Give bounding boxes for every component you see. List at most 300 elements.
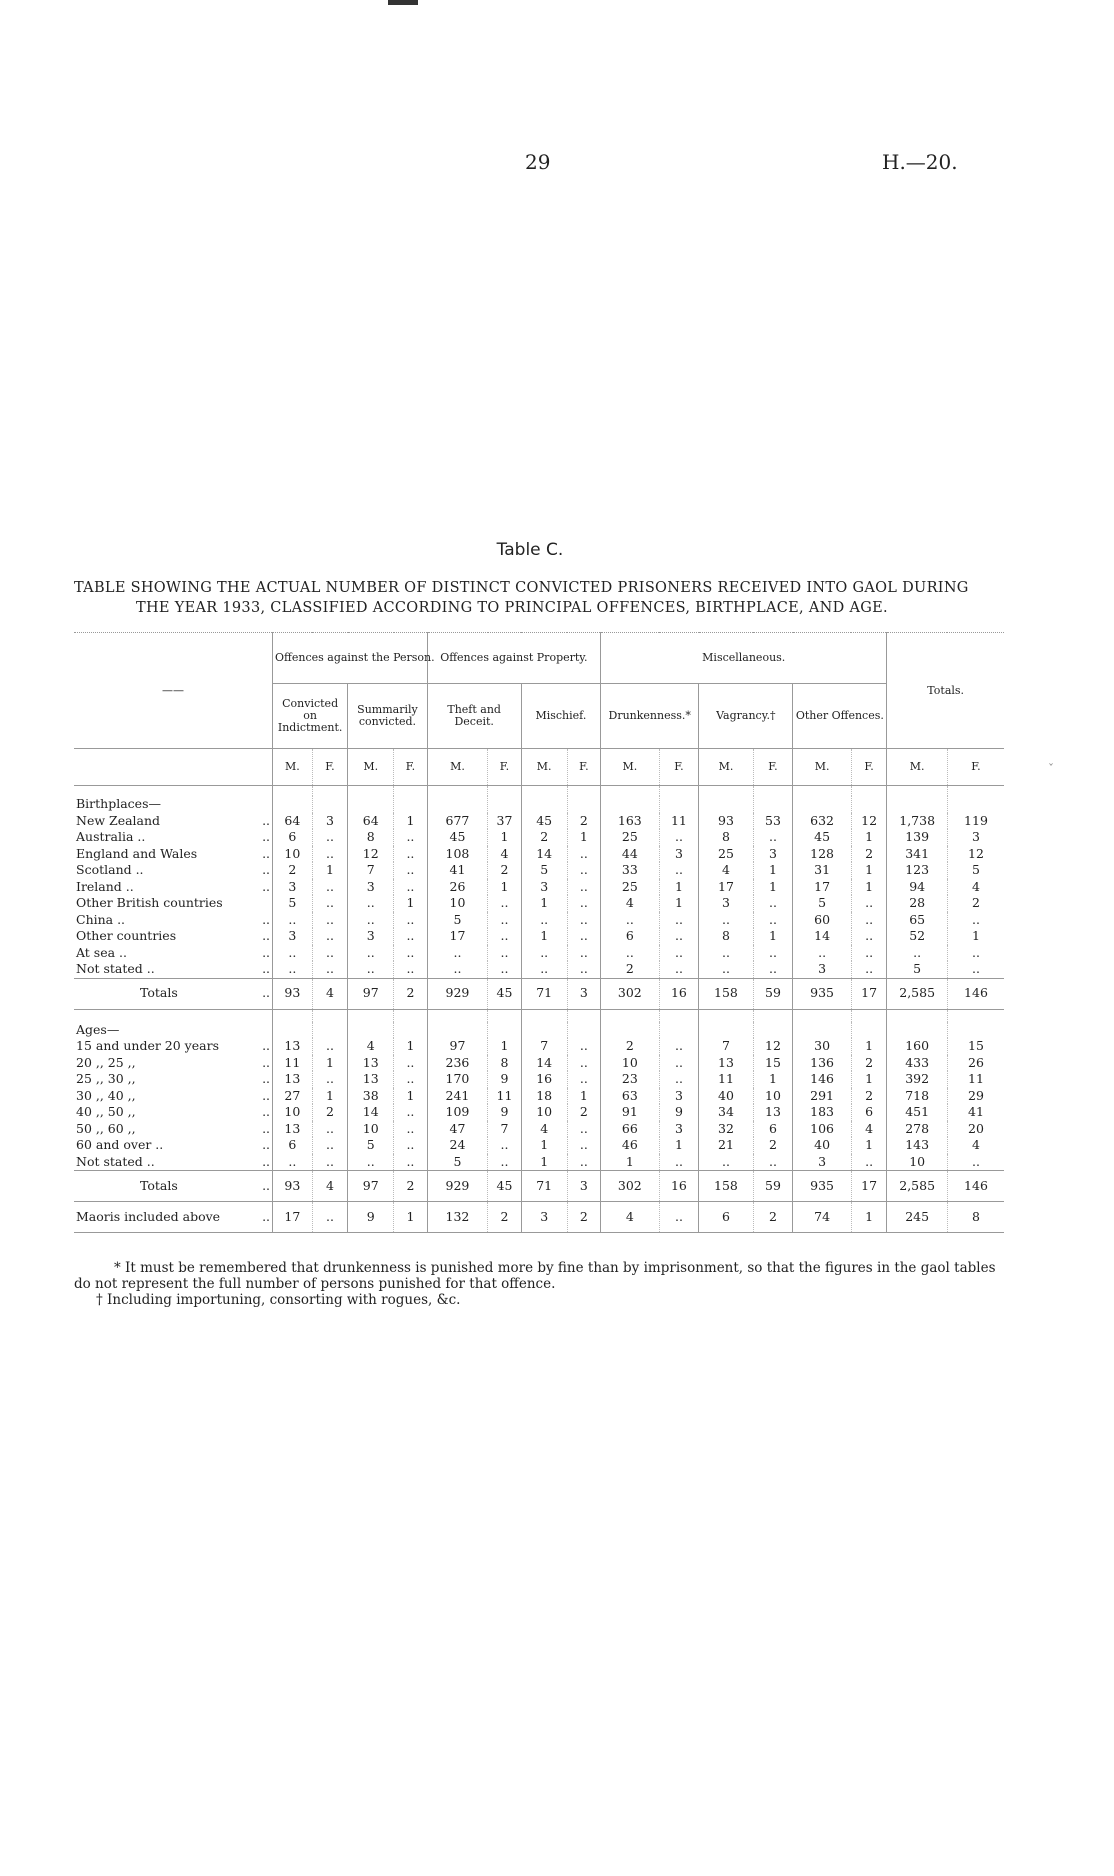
table-cell: 6 bbox=[753, 1121, 793, 1138]
row-label bbox=[74, 1171, 273, 1202]
table-cell: 17 bbox=[851, 978, 887, 1009]
table-row bbox=[74, 1171, 1004, 1202]
section-row bbox=[74, 1022, 1004, 1039]
row-label bbox=[74, 1137, 273, 1154]
table-row bbox=[74, 1121, 1004, 1138]
table-row bbox=[74, 829, 1004, 846]
row-label bbox=[74, 862, 273, 879]
empty-cell bbox=[659, 796, 699, 813]
table-cell: 935 bbox=[793, 978, 852, 1009]
table-cell: 160 bbox=[887, 1038, 948, 1055]
table-cell: 41 bbox=[947, 1104, 1004, 1121]
table-cell: .. bbox=[567, 912, 600, 929]
table-cell: 3 bbox=[273, 928, 313, 945]
table-cell: .. bbox=[312, 1154, 348, 1171]
empty-cell bbox=[887, 796, 948, 813]
table-cell: 1 bbox=[659, 1137, 699, 1154]
spacer-row bbox=[74, 1009, 1004, 1022]
table-cell: .. bbox=[659, 945, 699, 962]
header-f: F. bbox=[659, 749, 699, 786]
empty-cell bbox=[793, 796, 852, 813]
header-f: F. bbox=[488, 749, 521, 786]
table-cell: 26 bbox=[947, 1055, 1004, 1072]
table-cell: 4 bbox=[348, 1038, 394, 1055]
table-cell: 14 bbox=[521, 1055, 567, 1072]
table-cell: .. bbox=[567, 846, 600, 863]
table-cell: 93 bbox=[273, 978, 313, 1009]
header-m: M. bbox=[348, 749, 394, 786]
table-cell: .. bbox=[394, 1055, 427, 1072]
table-cell: .. bbox=[851, 945, 887, 962]
table-cell: .. bbox=[427, 961, 488, 978]
row-label-text: 40 ,, 50 ,, bbox=[76, 1104, 136, 1119]
table-cell: .. bbox=[887, 945, 948, 962]
table-cell: 32 bbox=[699, 1121, 753, 1138]
table-cell: 17 bbox=[273, 1202, 313, 1233]
table-cell: 6 bbox=[851, 1104, 887, 1121]
empty-cell bbox=[394, 1022, 427, 1039]
table-cell: 14 bbox=[521, 846, 567, 863]
table-cell: 9 bbox=[348, 1202, 394, 1233]
section-label: Birthplaces— bbox=[76, 796, 161, 811]
empty-cell bbox=[348, 1009, 394, 1022]
table-cell: .. bbox=[753, 945, 793, 962]
table-cell: .. bbox=[488, 1137, 521, 1154]
table-cell: 3 bbox=[521, 879, 567, 896]
table-cell: 4 bbox=[851, 1121, 887, 1138]
table-cell: .. bbox=[659, 912, 699, 929]
row-label-text: At sea .. bbox=[76, 944, 127, 960]
table-cell: .. bbox=[601, 912, 660, 929]
empty-cell bbox=[348, 1022, 394, 1039]
table-cell: .. bbox=[394, 879, 427, 896]
header-m: M. bbox=[793, 749, 852, 786]
row-label-text: China .. bbox=[76, 911, 126, 927]
row-label-text: Totals bbox=[140, 1177, 178, 1193]
table-cell: 25 bbox=[601, 879, 660, 896]
leader-dots: .. bbox=[262, 985, 271, 1001]
table-row bbox=[74, 879, 1004, 896]
table-cell: 13 bbox=[699, 1055, 753, 1072]
table-cell: 11 bbox=[947, 1071, 1004, 1088]
table-cell: 2,585 bbox=[887, 1171, 948, 1202]
table-cell: 3 bbox=[659, 846, 699, 863]
table-cell: .. bbox=[394, 1071, 427, 1088]
table-cell: 3 bbox=[273, 879, 313, 896]
table-cell: 6 bbox=[699, 1202, 753, 1233]
table-cell: 2 bbox=[601, 961, 660, 978]
empty-cell bbox=[601, 796, 660, 813]
table-cell: 47 bbox=[427, 1121, 488, 1138]
table-cell: 12 bbox=[851, 813, 887, 830]
table-cell: .. bbox=[488, 912, 521, 929]
table-cell: 34 bbox=[699, 1104, 753, 1121]
table-caption bbox=[74, 578, 999, 618]
table-cell: 109 bbox=[427, 1104, 488, 1121]
table-cell: 2 bbox=[488, 862, 521, 879]
row-label bbox=[74, 1154, 273, 1171]
table-cell: 17 bbox=[699, 879, 753, 896]
table-cell: 71 bbox=[521, 1171, 567, 1202]
empty-cell bbox=[394, 786, 427, 797]
row-label-text: 60 and over .. bbox=[76, 1137, 164, 1152]
empty-cell bbox=[851, 1022, 887, 1039]
empty-cell bbox=[851, 1009, 887, 1022]
table-cell: 25 bbox=[601, 829, 660, 846]
table-row bbox=[74, 1088, 1004, 1105]
table-cell: 2 bbox=[947, 895, 1004, 912]
row-label-text: Totals bbox=[140, 985, 178, 1001]
table-cell: 63 bbox=[601, 1088, 660, 1105]
table-cell: 146 bbox=[947, 978, 1004, 1009]
leader-dots: .. bbox=[262, 862, 271, 877]
table-cell: .. bbox=[567, 879, 600, 896]
caption-line-1: TABLE SHOWING THE ACTUAL NUMBER OF DISTINCT CONVICTED PRISONERS RECEIVED INTO GAOL DURING bbox=[74, 580, 969, 596]
table-cell: 23 bbox=[601, 1071, 660, 1088]
table-cell: 2 bbox=[488, 1202, 521, 1233]
leader-dots: .. bbox=[262, 1208, 271, 1224]
table-cell: 94 bbox=[887, 879, 948, 896]
mf-header-row bbox=[74, 749, 1004, 786]
table-cell: 45 bbox=[793, 829, 852, 846]
table-cell: 2 bbox=[567, 1104, 600, 1121]
table-cell: 8 bbox=[488, 1055, 521, 1072]
table-row bbox=[74, 1055, 1004, 1072]
table-cell: 65 bbox=[887, 912, 948, 929]
table-cell: 1,738 bbox=[887, 813, 948, 830]
table-cell: .. bbox=[753, 961, 793, 978]
table-cell: .. bbox=[348, 945, 394, 962]
row-label bbox=[74, 928, 273, 945]
table-cell: .. bbox=[699, 912, 753, 929]
table-cell: 11 bbox=[659, 813, 699, 830]
empty-cell bbox=[567, 1022, 600, 1039]
section-row bbox=[74, 796, 1004, 813]
table-cell: 74 bbox=[793, 1202, 852, 1233]
empty-cell bbox=[273, 796, 313, 813]
empty-cell bbox=[793, 1009, 852, 1022]
row-label bbox=[74, 895, 273, 912]
table-cell: 2 bbox=[394, 978, 427, 1009]
table-cell: 97 bbox=[348, 978, 394, 1009]
empty-cell bbox=[851, 796, 887, 813]
table-cell: 8 bbox=[699, 829, 753, 846]
table-cell: 106 bbox=[793, 1121, 852, 1138]
table-cell: 1 bbox=[488, 829, 521, 846]
prisoners-table bbox=[74, 632, 1004, 1233]
leader-dots: .. bbox=[262, 829, 271, 844]
footnote-drunkenness: * It must be remembered that drunkenness is punished more by fine than by imprisonment, so that the figures in the gaol tables do not represent the full number of persons punished for that offence. bbox=[74, 1260, 996, 1292]
table-row bbox=[74, 945, 1004, 962]
table-cell: .. bbox=[851, 928, 887, 945]
empty-cell bbox=[394, 1009, 427, 1022]
table-cell: 33 bbox=[601, 862, 660, 879]
table-cell: .. bbox=[567, 862, 600, 879]
table-cell: 677 bbox=[427, 813, 488, 830]
table-cell: .. bbox=[567, 1071, 600, 1088]
table-cell: .. bbox=[394, 1154, 427, 1171]
table-cell: 2 bbox=[851, 1088, 887, 1105]
empty-cell bbox=[601, 786, 660, 797]
table-cell: 93 bbox=[273, 1171, 313, 1202]
empty-cell bbox=[659, 786, 699, 797]
table-cell: 433 bbox=[887, 1055, 948, 1072]
table-cell: .. bbox=[567, 895, 600, 912]
row-label-text: 25 ,, 30 ,, bbox=[76, 1071, 136, 1086]
table-cell: 5 bbox=[793, 895, 852, 912]
table-cell: 4 bbox=[947, 1137, 1004, 1154]
table-cell: 10 bbox=[273, 846, 313, 863]
table-cell: 64 bbox=[273, 813, 313, 830]
table-cell: 2 bbox=[851, 1055, 887, 1072]
header-f: F. bbox=[312, 749, 348, 786]
table-cell: 170 bbox=[427, 1071, 488, 1088]
row-label-text: Australia .. bbox=[76, 829, 146, 844]
table-cell: 7 bbox=[348, 862, 394, 879]
empty-cell bbox=[851, 786, 887, 797]
table-cell: 45 bbox=[488, 978, 521, 1009]
empty-cell bbox=[699, 1022, 753, 1039]
table-cell: 108 bbox=[427, 846, 488, 863]
table-cell: .. bbox=[394, 961, 427, 978]
table-cell: 2 bbox=[753, 1137, 793, 1154]
table-cell: .. bbox=[753, 912, 793, 929]
table-row bbox=[74, 1071, 1004, 1088]
table-cell: 4 bbox=[699, 862, 753, 879]
empty-cell bbox=[273, 786, 313, 797]
table-cell: 10 bbox=[348, 1121, 394, 1138]
table-cell: 38 bbox=[348, 1088, 394, 1105]
table-cell: .. bbox=[567, 1055, 600, 1072]
table-cell: 1 bbox=[394, 813, 427, 830]
table-cell: 59 bbox=[753, 978, 793, 1009]
table-cell: 291 bbox=[793, 1088, 852, 1105]
header-mischief: Mischief. bbox=[521, 684, 600, 749]
row-label bbox=[74, 1202, 273, 1233]
table-cell: .. bbox=[427, 945, 488, 962]
table-cell: .. bbox=[521, 961, 567, 978]
table-cell: 5 bbox=[521, 862, 567, 879]
table-cell: 25 bbox=[699, 846, 753, 863]
empty-cell bbox=[601, 1009, 660, 1022]
empty-cell bbox=[488, 796, 521, 813]
table-cell: 53 bbox=[753, 813, 793, 830]
empty-cell bbox=[947, 796, 1004, 813]
table-cell: 46 bbox=[601, 1137, 660, 1154]
table-cell: 4 bbox=[947, 879, 1004, 896]
table-cell: 1 bbox=[521, 895, 567, 912]
table-cell: 4 bbox=[601, 1202, 660, 1233]
table-cell: .. bbox=[394, 862, 427, 879]
table-cell: .. bbox=[851, 912, 887, 929]
row-label-text: Ireland .. bbox=[76, 878, 134, 894]
table-cell: .. bbox=[699, 945, 753, 962]
table-cell: .. bbox=[488, 928, 521, 945]
table-cell: 97 bbox=[348, 1171, 394, 1202]
empty-cell bbox=[659, 1022, 699, 1039]
table-cell: 28 bbox=[887, 895, 948, 912]
table-cell: .. bbox=[312, 1038, 348, 1055]
empty-cell bbox=[947, 1022, 1004, 1039]
row-label bbox=[74, 961, 273, 978]
table-cell: 91 bbox=[601, 1104, 660, 1121]
table-cell: .. bbox=[699, 1154, 753, 1171]
table-cell: 6 bbox=[273, 829, 313, 846]
header-f: F. bbox=[753, 749, 793, 786]
table-cell: 66 bbox=[601, 1121, 660, 1138]
empty-cell bbox=[312, 1009, 348, 1022]
table-row bbox=[74, 846, 1004, 863]
table-cell: 632 bbox=[793, 813, 852, 830]
table-cell: 1 bbox=[488, 879, 521, 896]
table-cell: 1 bbox=[394, 1088, 427, 1105]
empty-cell bbox=[427, 1022, 488, 1039]
header-m: M. bbox=[601, 749, 660, 786]
table-cell: .. bbox=[312, 928, 348, 945]
row-label-text: 50 ,, 60 ,, bbox=[76, 1120, 136, 1136]
table-cell: 935 bbox=[793, 1171, 852, 1202]
empty-cell bbox=[887, 1022, 948, 1039]
table-cell: .. bbox=[753, 829, 793, 846]
table-cell: 59 bbox=[753, 1171, 793, 1202]
table-cell: 71 bbox=[521, 978, 567, 1009]
table-cell: .. bbox=[348, 895, 394, 912]
table-cell: 136 bbox=[793, 1055, 852, 1072]
table-cell: 12 bbox=[753, 1038, 793, 1055]
table-cell: 1 bbox=[851, 1038, 887, 1055]
table-cell: .. bbox=[659, 1202, 699, 1233]
table-cell: .. bbox=[312, 1071, 348, 1088]
table-cell: .. bbox=[312, 945, 348, 962]
table-cell: 29 bbox=[947, 1088, 1004, 1105]
table-cell: 3 bbox=[312, 813, 348, 830]
table-cell: .. bbox=[348, 912, 394, 929]
table-cell: 451 bbox=[887, 1104, 948, 1121]
leader-dots: .. bbox=[262, 845, 271, 861]
table-cell: 929 bbox=[427, 978, 488, 1009]
table-cell: .. bbox=[699, 961, 753, 978]
table-cell: 302 bbox=[601, 978, 660, 1009]
table-cell: 8 bbox=[699, 928, 753, 945]
table-cell: 183 bbox=[793, 1104, 852, 1121]
table-cell: 13 bbox=[273, 1071, 313, 1088]
empty-cell bbox=[947, 1009, 1004, 1022]
table-cell: 52 bbox=[887, 928, 948, 945]
table-cell: 278 bbox=[887, 1121, 948, 1138]
table-cell: .. bbox=[394, 928, 427, 945]
table-cell: .. bbox=[851, 895, 887, 912]
leader-dots: .. bbox=[262, 928, 271, 943]
table-cell: 302 bbox=[601, 1171, 660, 1202]
row-label-text: New Zealand bbox=[76, 812, 161, 828]
table-cell: 3 bbox=[793, 1154, 852, 1171]
table-cell: 10 bbox=[273, 1104, 313, 1121]
table-cell: 13 bbox=[753, 1104, 793, 1121]
page-number: 29 bbox=[525, 150, 551, 174]
table-cell: 5 bbox=[348, 1137, 394, 1154]
table-cell: 40 bbox=[793, 1137, 852, 1154]
header-m: M. bbox=[521, 749, 567, 786]
table-cell: 1 bbox=[394, 1202, 427, 1233]
empty-cell bbox=[887, 786, 948, 797]
table-row bbox=[74, 912, 1004, 929]
table-row bbox=[74, 978, 1004, 1009]
table-cell: 143 bbox=[887, 1137, 948, 1154]
empty-cell bbox=[312, 786, 348, 797]
table-cell: 2 bbox=[521, 829, 567, 846]
table-cell: 1 bbox=[394, 1038, 427, 1055]
table-cell: 9 bbox=[488, 1104, 521, 1121]
leader-dots: .. bbox=[262, 1038, 271, 1053]
header-m: M. bbox=[427, 749, 488, 786]
table-cell: 1 bbox=[567, 1088, 600, 1105]
table-cell: 5 bbox=[427, 912, 488, 929]
table-cell: .. bbox=[312, 1137, 348, 1154]
caption-line-2: THE YEAR 1933, CLASSIFIED ACCORDING TO PRINCIPAL OFFENCES, BIRTHPLACE, AND AGE. bbox=[136, 600, 888, 616]
table-cell: 7 bbox=[699, 1038, 753, 1055]
row-label-text: 20 ,, 25 ,, bbox=[76, 1054, 136, 1070]
table-cell: 64 bbox=[348, 813, 394, 830]
table-cell: .. bbox=[851, 1154, 887, 1171]
leader-dots: .. bbox=[262, 878, 271, 894]
table-cell: 17 bbox=[427, 928, 488, 945]
table-cell: 341 bbox=[887, 846, 948, 863]
row-label bbox=[74, 879, 273, 896]
header-f: F. bbox=[394, 749, 427, 786]
table-cell: 8 bbox=[348, 829, 394, 846]
header-property: Offences against Property. bbox=[427, 633, 600, 684]
empty-cell bbox=[348, 786, 394, 797]
table-cell: 14 bbox=[793, 928, 852, 945]
table-cell: 9 bbox=[659, 1104, 699, 1121]
table-cell: 123 bbox=[887, 862, 948, 879]
table-cell: .. bbox=[312, 846, 348, 863]
table-cell: 13 bbox=[348, 1055, 394, 1072]
table-cell: .. bbox=[567, 1137, 600, 1154]
table-cell: .. bbox=[394, 846, 427, 863]
empty-cell bbox=[521, 1009, 567, 1022]
empty-cell bbox=[427, 786, 488, 797]
table-cell: 2 bbox=[567, 1202, 600, 1233]
header-vagrancy: Vagrancy.† bbox=[699, 684, 793, 749]
empty-cell bbox=[699, 796, 753, 813]
table-cell: 3 bbox=[567, 1171, 600, 1202]
empty-cell bbox=[488, 1022, 521, 1039]
table-cell: .. bbox=[273, 912, 313, 929]
empty-cell bbox=[753, 1009, 793, 1022]
table-cell: 1 bbox=[851, 1202, 887, 1233]
table-cell: .. bbox=[947, 912, 1004, 929]
header-person: Offences against the Person. bbox=[273, 633, 428, 684]
table-cell: 5 bbox=[427, 1154, 488, 1171]
empty-cell bbox=[521, 1022, 567, 1039]
table-cell: .. bbox=[601, 945, 660, 962]
table-cell: 929 bbox=[427, 1171, 488, 1202]
table-cell: 241 bbox=[427, 1088, 488, 1105]
empty-cell bbox=[488, 1009, 521, 1022]
empty-cell bbox=[273, 1009, 313, 1022]
header-totals: Totals. bbox=[887, 633, 1004, 749]
table-cell: 1 bbox=[851, 1071, 887, 1088]
table-cell: 11 bbox=[699, 1071, 753, 1088]
leader-dots: .. bbox=[262, 1054, 271, 1070]
table-cell: 14 bbox=[348, 1104, 394, 1121]
table-cell: 12 bbox=[348, 846, 394, 863]
row-label bbox=[74, 1055, 273, 1072]
leader-dots: .. bbox=[262, 1087, 271, 1103]
table-cell: .. bbox=[659, 1055, 699, 1072]
empty-cell bbox=[887, 1009, 948, 1022]
